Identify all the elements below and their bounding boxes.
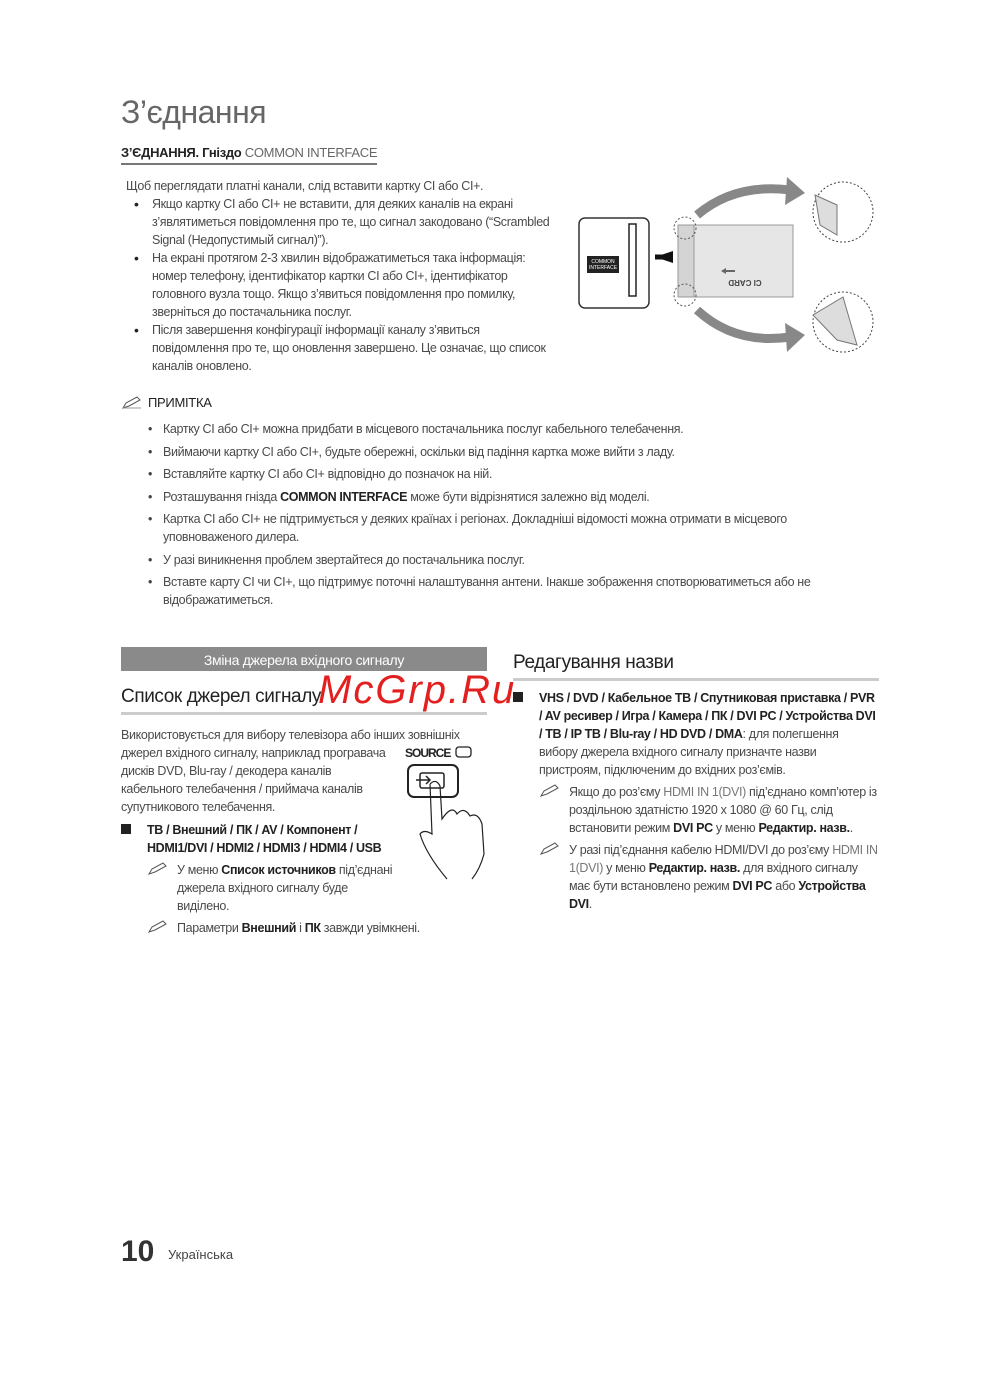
bold-text: ПК [304,921,321,935]
text: Параметри [177,921,242,935]
bold-text: COMMON INTERFACE [280,489,408,504]
bold-text: Устройства DVI [569,879,866,911]
text: . [849,821,853,835]
note-item [148,465,828,483]
text: Якщо до роз’єму [569,785,664,799]
text: Виймаючи картку CI або CI+, будьте обережні, оскільки від падіння картка може вийти з ладу. [163,444,675,459]
note-list [148,420,828,614]
text: завжди увімкнені. [320,921,420,935]
note-item [148,573,828,609]
note-item [148,420,828,438]
pencil-note-icon [147,862,169,876]
text: під’єднані джерела вхідного сигналу буде виділено. [177,863,393,913]
text: У меню [177,863,222,877]
note-title: ПРИМІТКА [148,395,212,410]
text: Картка CI або CI+ не підтримується у деяких країнах і регіонах. Докладніші відомості можна отримати в місцевого уповноваженого дилера. [163,512,787,544]
slot-label-1: COMMON [591,259,615,265]
edit-name-note [539,783,879,837]
source-options [121,821,487,857]
note-item [148,551,828,569]
text: або [772,879,799,893]
source-options-text: ТВ / Внешний / ПК / AV / Компонент / HDMI1/DVI / HDMI2 / HDMI3 / HDMI4 / USB [147,823,382,855]
edit-name-note-text [569,785,877,835]
edit-name-text [539,691,875,777]
bold-text: DVI PC [673,821,713,835]
text: . [588,897,592,911]
note-item [148,443,828,461]
bullet-item: • Після завершення конфігурації інформації каналу з’явиться повідомлення про те, що оновлення завершено. Це означає, що список каналів оновлено. [126,321,556,375]
bullet-item: • На екрані протягом 2-3 хвилин відображатиметься така інформація: номер телефону, ідентифікатор картки CI або CI+, ідентифікатор головного вузла тощо. Якщо з’явиться повідомлення про помилку, зверніться до постачальника послуг. [126,249,556,321]
slot-label-2: INTERFACE [588,265,618,271]
note-heading [121,395,212,410]
edit-name-heading: Редагування назви [513,652,879,681]
highlight-text: HDMI IN 1(DVI) [569,843,878,875]
text: у меню [603,861,649,875]
section-heading-gray: COMMON INTERFACE [244,145,378,160]
ci-card-illustration [575,175,885,360]
text: і [296,921,305,935]
ci-card-label: CI CARD [728,278,762,287]
source-note [147,919,487,937]
edit-name-section [513,652,879,913]
text: Розташування гнізда [163,489,281,504]
section-heading-bold: З’ЄДНАННЯ. Гніздо [121,145,242,160]
edit-name-note [539,841,879,913]
bullet-item: • Якщо картку CI або CI+ не вставити, для деяких каналів на екрані з’являтиметься повідомлення про те, що сигнал закодовано (“Scrambled Signal (Недопустимый сигнал)”). [126,195,556,249]
source-note-text [177,863,392,913]
section-heading [121,145,377,165]
text: може бути відрізнятися залежно від моделі. [407,489,650,504]
pencil-note-icon [539,784,561,798]
source-list-desc: Використовується для вибору телевізора або інших зовнішніх джерел вхідного сигналу, наприклад програвача дисків DVD, Blu-ray / декодера каналів кабельного телебачення / приймача каналів супутникового телебачення. [121,728,460,814]
text: У разі під’єднання кабелю HDMI/DVI до роз’єму [569,843,833,857]
page-language: Українська [168,1247,234,1262]
note-item [148,488,828,506]
section-body [126,177,556,375]
source-note [147,861,487,915]
section-bar: Зміна джерела вхідного сигналу [121,647,487,671]
bold-text: Редактир. назв. [648,861,741,875]
text: Вставляйте картку CI або CI+ відповідно до позначок на ній. [163,467,493,481]
watermark: McGrp.Ru [318,668,517,712]
bold-text: DVI PC [732,879,773,893]
text: для вхідного сигналу має бути встановлено режим [569,861,858,893]
pencil-note-icon [147,920,169,934]
page-number: 10 [121,1235,155,1268]
page-title: З’єднання [121,94,267,130]
source-note-text [177,921,420,935]
bold-text: Список источников [221,863,336,877]
intro-text: Щоб переглядати платні канали, слід вставити картку CI або CI+. [126,179,484,193]
pencil-note-icon [121,396,143,410]
bold-text: VHS / DVD / Кабельное ТВ / Спутниковая приставка / PVR / AV ресивер / Игра / Камера / ПК / DVI PC / Устройства DVI / ТВ / IP ТВ / Blu-ray / HD DVD / DMA [539,691,876,741]
note-item [148,510,828,546]
text: У разі виникнення проблем звертайтеся до постачальника послуг. [163,552,525,567]
edit-name-item [513,689,879,779]
source-list-heading: Список джерел сигналу [121,686,487,715]
text: у меню [712,821,759,835]
bold-text: Внешний [241,921,297,935]
pencil-note-icon [539,842,561,856]
text: під’єднано комп’ютер із роздільною здатністю 1920 x 1080 @ 60 Гц, слід встановити режим [569,785,877,835]
source-list-desc-block [121,726,487,937]
text: : для полегшення вибору джерела вхідного сигналу призначте назви пристроям, підключеним до вхідних роз’ємів. [539,727,839,777]
text: Вставте карту CI чи CI+, що підтримує поточні налаштування антени. Інакше зображення спотворюватиметься або не відображатиметься. [163,575,811,607]
bold-text: Редактир. назв. [758,821,850,835]
text: Картку CI або CI+ можна придбати в місцевого постачальника послуг кабельного телебачення. [163,422,684,436]
highlight-text: HDMI IN 1(DVI) [663,785,746,799]
edit-name-note-text [569,843,878,911]
square-bullet-icon [121,824,131,834]
source-list-section [121,686,487,937]
source-label: SOURCE [405,746,451,760]
